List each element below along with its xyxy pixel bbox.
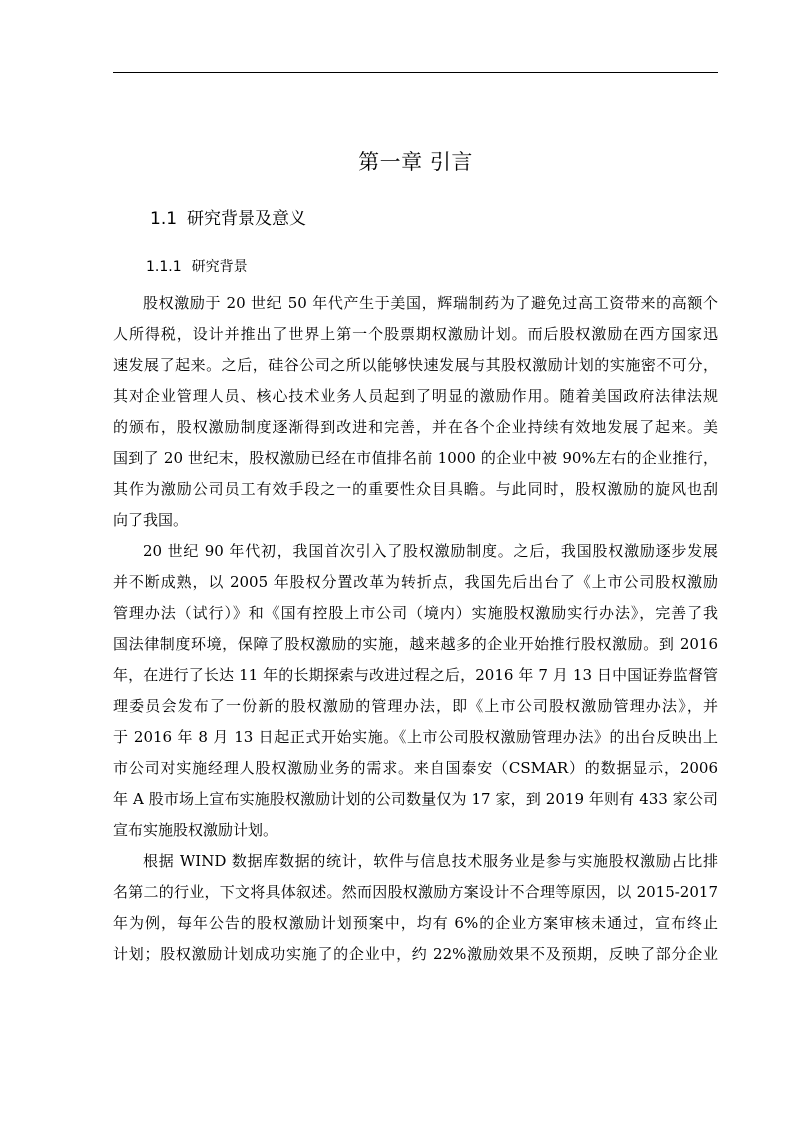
section-number: 1.1	[150, 209, 178, 229]
paragraph-line: 市公司对实施经理人股权激励业务的需求。来自国泰安（CSMAR）的数据显示，2006	[113, 759, 718, 777]
paragraph-line: 计划；股权激励计划成功实施了的企业中，约 22%激励效果不及预期，反映了部分企业	[113, 945, 718, 963]
paragraph-line: 年为例，每年公告的股权激励计划预案中，均有 6%的企业方案审核未通过，宣布终止	[113, 914, 718, 932]
header-rule	[113, 72, 718, 73]
paragraph-line: 于 2016 年 8 月 13 日起正式开始实施。《上市公司股权激励管理办法》的出台反映出上	[113, 728, 718, 746]
subsection-number: 1.1.1	[146, 259, 182, 275]
paragraph-line: 根据 WIND 数据库数据的统计，软件与信息技术服务业是参与实施股权激励占比排	[143, 852, 718, 870]
subsection-title: 研究背景	[191, 259, 248, 275]
paragraph-line: 其作为激励公司员工有效手段之一的重要性众目具瞻。与此同时，股权激励的旋风也刮	[113, 480, 718, 498]
paragraph-line: 国法律制度环境，保障了股权激励的实施，越来越多的企业开始推行股权激励。到 2016	[113, 635, 718, 653]
paragraph	[113, 536, 718, 846]
paragraph-line: 并不断成熟，以 2005 年股权分置改革为转折点，我国先后出台了《上市公司股权激励	[113, 573, 718, 591]
paragraph-line: 其对企业管理人员、核心技术业务人员起到了明显的激励作用。随着美国政府法律法规	[113, 387, 718, 405]
paragraph-line: 速发展了起来。之后，硅谷公司之所以能够快速发展与其股权激励计划的实施密不可分，	[113, 356, 718, 374]
paragraph	[113, 846, 718, 970]
section-title: 研究背景及意义	[187, 209, 307, 229]
section-heading	[150, 204, 306, 229]
body-text	[113, 288, 718, 970]
paragraph-line: 股权激励于 20 世纪 50 年代产生于美国，辉瑞制药为了避免过高工资带来的高额个	[143, 294, 718, 312]
paragraph-line: 国到了 20 世纪末，股权激励已经在市值排名前 1000 的企业中被 90%左右的企业推行，	[113, 449, 718, 467]
paragraph-line: 宣布实施股权激励计划。	[113, 821, 279, 839]
paragraph-line: 向了我国。	[113, 511, 189, 529]
paragraph-line: 年，在进行了长达 11 年的长期探索与改进过程之后，2016 年 7 月 13 日中国证券监督管	[113, 666, 718, 684]
paragraph-line: 名第二的行业，下文将具体叙述。然而因股权激励方案设计不合理等原因，以 2015-2017	[113, 883, 718, 901]
chapter-title: 第一章 引言	[358, 150, 473, 174]
paragraph-line: 的颁布，股权激励制度逐渐得到改进和完善，并在各个企业持续有效地发展了起来。美	[113, 418, 718, 436]
paragraph-line: 年 A 股市场上宣布实施股权激励计划的公司数量仅为 17 家，到 2019 年则有 433 家公司	[113, 790, 718, 808]
paragraph	[113, 288, 718, 536]
paragraph-line: 20 世纪 90 年代初，我国首次引入了股权激励制度。之后，我国股权激励逐步发展	[143, 542, 718, 560]
subsection-heading	[146, 256, 248, 276]
paragraph-line: 理委员会发布了一份新的股权激励的管理办法，即《上市公司股权激励管理办法》，并	[113, 697, 718, 715]
paragraph-line: 人所得税，设计并推出了世界上第一个股票期权激励计划。而后股权激励在西方国家迅	[113, 325, 718, 343]
paragraph-line: 管理办法（试行）》和《国有控股上市公司（境内）实施股权激励实行办法》，完善了我	[113, 604, 718, 622]
